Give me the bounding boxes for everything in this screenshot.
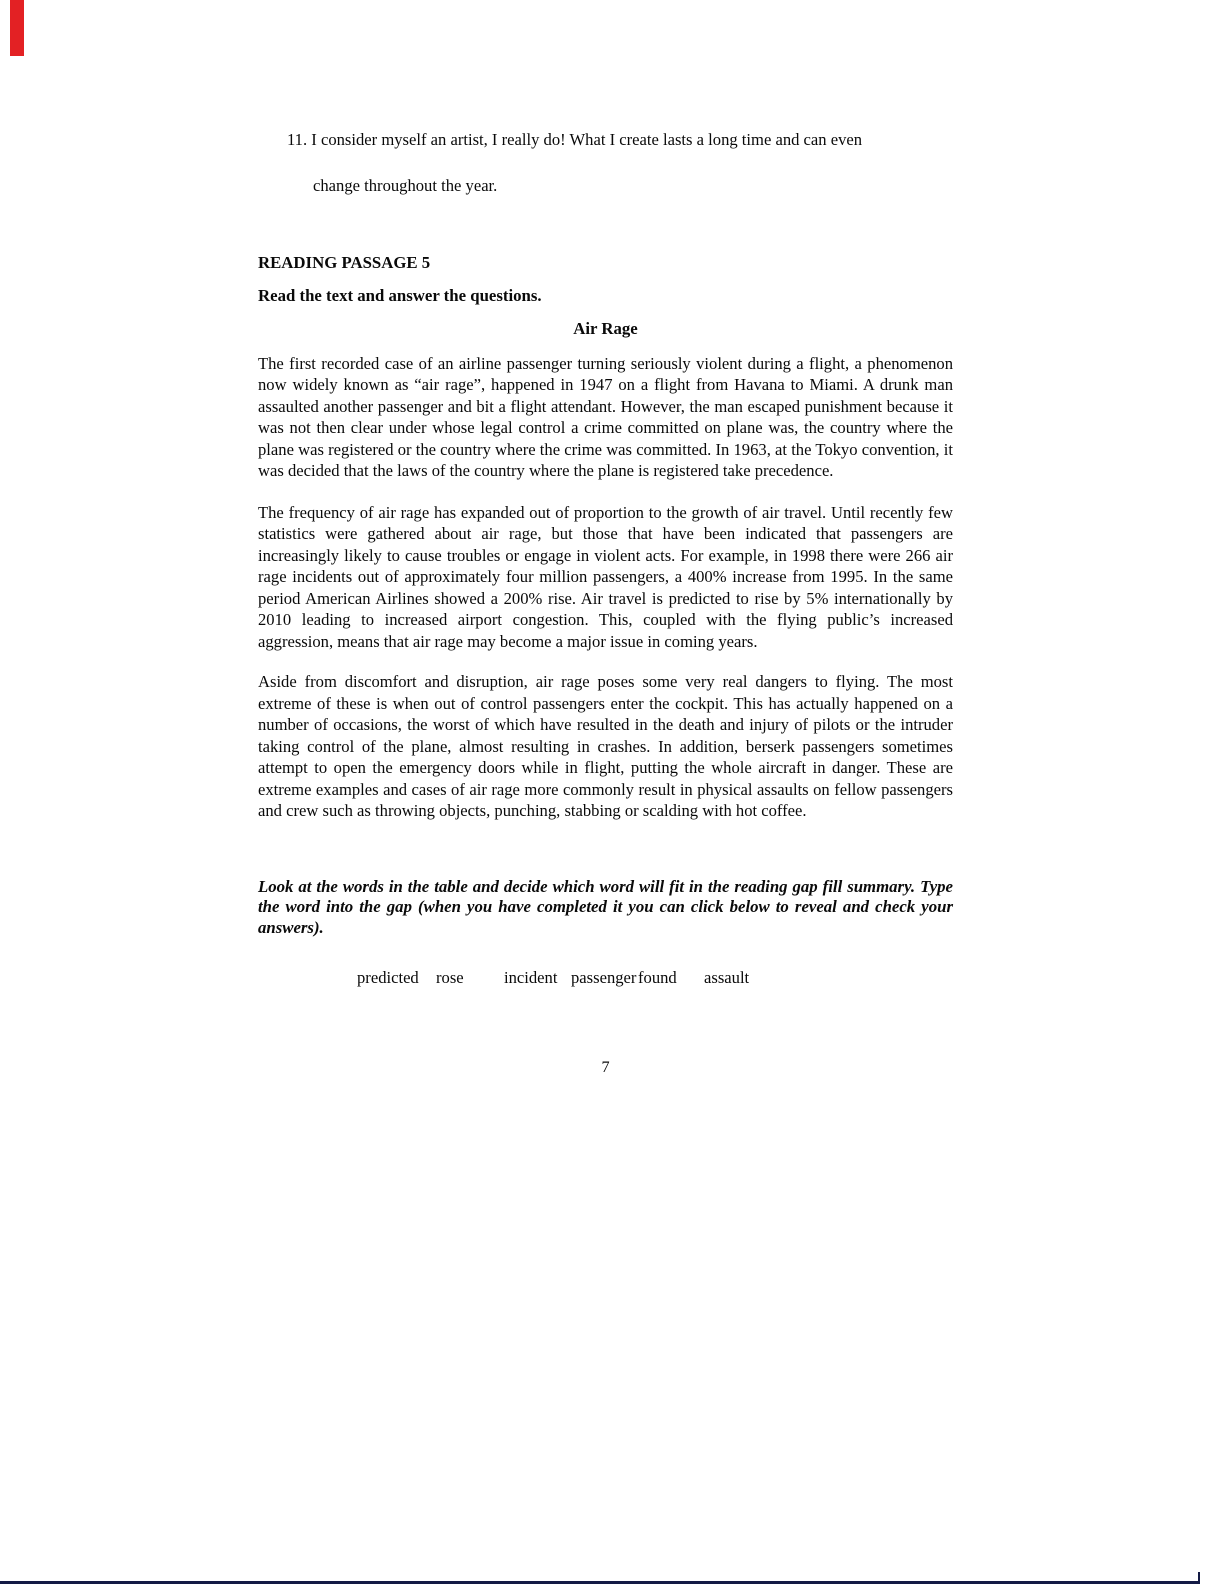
bottom-rule <box>0 1581 1200 1584</box>
word-bank-item-rose: rose <box>436 968 464 987</box>
word-bank <box>258 967 953 989</box>
page-number: 7 <box>601 1058 610 1076</box>
exercise-item-line-2: change throughout the year. <box>313 175 498 195</box>
exercise-item-number: 11. <box>287 130 308 149</box>
bottom-rule-end-cap <box>1198 1572 1200 1584</box>
section-heading: READING PASSAGE 5 <box>258 253 431 272</box>
page-content <box>258 0 953 1078</box>
word-bank-item-assault: assault <box>704 968 750 987</box>
red-accent-bar <box>10 0 24 56</box>
word-bank-item-passenger: passenger <box>571 968 637 987</box>
passage-paragraph-2: The frequency of air rage has expanded out of proportion to the growth of air travel. Until recently few statistics were gathered about air rage, but those that have been indicated that passengers are increasingly likely to cause troubles or engage in violent acts. For example, in 1998 there were 266 air rage incidents out of approximately four million passengers, a 400% increase from 1995. In the same period American Airlines showed a 200% rise. Air travel is predicted to rise by 5% internationally by 2010 leading to increased airport congestion. This, coupled with the flying public’s increased aggression, means that air rage may become a major issue in coming years. <box>258 502 953 651</box>
exercise-item-text: I consider myself an artist, I really do! What I create lasts a long time and can even <box>311 130 863 149</box>
word-bank-item-found: found <box>638 968 677 987</box>
word-bank-item-predicted: predicted <box>357 968 419 987</box>
task-instructions: Look at the words in the table and decide which word will fit in the reading gap fill summary. Type the word into the gap (when you have completed it you can click below to reveal and check your answers). <box>258 876 953 937</box>
passage-paragraph-1: The first recorded case of an airline passenger turning seriously violent during a flight, a phenomenon now widely known as “air rage”, happened in 1947 on a flight from Havana to Miami. A drunk man assaulted another passenger and bit a flight attendant. However, the man escaped punishment because it was not then clear under whose legal control a crime committed on plane was, the country where the plane was registered or the country where the crime was committed. In 1963, at the Tokyo convention, it was decided that the laws of the country where the plane is registered take precedence. <box>258 353 953 480</box>
word-bank-item-incident: incident <box>504 968 558 987</box>
exercise-item-11 <box>258 129 953 196</box>
exercise-item-line-1 <box>258 129 953 151</box>
passage-title: Air Rage <box>573 319 638 338</box>
passage-paragraph-3: Aside from discomfort and disruption, air rage poses some very real dangers to flying. The most extreme of these is when out of control passengers enter the cockpit. This has actually happened on a number of occasions, the worst of which have resulted in the death and injury of pilots or the intruder taking control of the plane, almost resulting in crashes. In addition, berserk passengers sometimes attempt to open the emergency doors while in flight, putting the whole aircraft in danger. These are extreme examples and cases of air rage more commonly result in physical assaults on fellow passengers and crew such as throwing objects, punching, stabbing or scalding with hot coffee. <box>258 672 953 820</box>
passage-instruction: Read the text and answer the questions. <box>258 285 542 305</box>
